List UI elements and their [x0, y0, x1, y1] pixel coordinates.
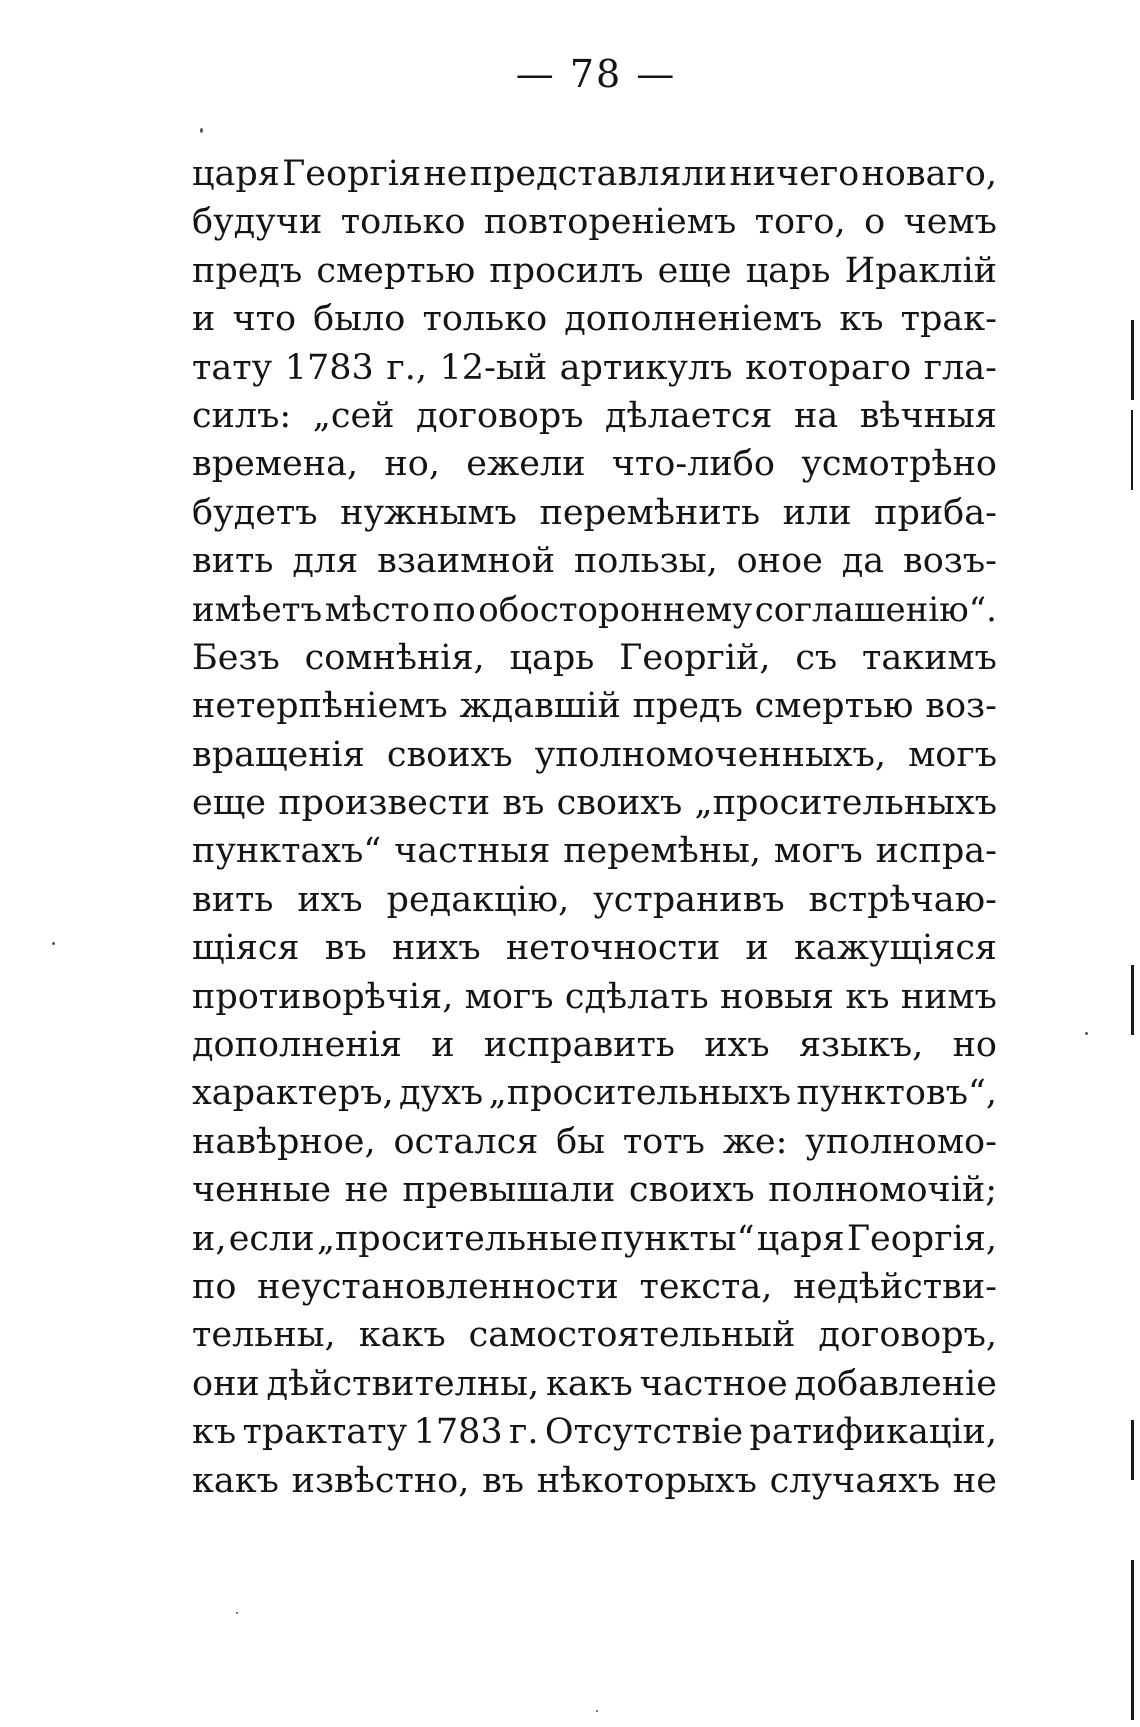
- text-line: [192, 1215, 997, 1263]
- word: дополненіемъ: [564, 299, 823, 340]
- word: дополненія: [192, 1025, 402, 1066]
- word: навѣрное,: [192, 1121, 376, 1162]
- word: ждавшій: [459, 686, 621, 727]
- word: соглашенію“.: [754, 589, 997, 630]
- word: частныя: [394, 831, 551, 872]
- word: характеръ,: [192, 1073, 394, 1114]
- word: бы: [556, 1121, 606, 1162]
- word: еще: [657, 250, 732, 291]
- text-line: [192, 1311, 997, 1359]
- word: ратификаціи,: [749, 1412, 997, 1453]
- word: нетерпѣніемъ: [192, 686, 448, 727]
- word: и: [192, 299, 216, 340]
- word: царь: [745, 250, 831, 291]
- word: если: [228, 1218, 315, 1259]
- text-line: [192, 344, 997, 392]
- word: въ: [482, 1460, 525, 1501]
- word: какъ: [192, 1460, 279, 1501]
- word: времена,: [192, 444, 359, 485]
- word: могъ: [908, 734, 997, 775]
- word: Георгія: [282, 154, 422, 194]
- text-line: [192, 489, 997, 537]
- word: будетъ: [192, 492, 318, 533]
- word: артикулъ: [559, 347, 733, 388]
- text-line: [192, 779, 997, 827]
- word: дѣлается: [605, 395, 773, 436]
- word: оное: [736, 541, 823, 582]
- text-line: [192, 1360, 997, 1408]
- text-line: [192, 198, 997, 246]
- word: своихъ: [628, 1170, 755, 1211]
- word: въ: [502, 783, 545, 824]
- word: Ираклій: [844, 250, 997, 291]
- word: такимъ: [862, 637, 997, 678]
- word: повтореніемъ: [483, 202, 737, 243]
- text-line: [192, 634, 997, 682]
- word: предъ: [192, 250, 303, 291]
- word: царя: [192, 154, 280, 194]
- word: нимъ: [900, 976, 997, 1017]
- word: трактату: [242, 1412, 408, 1453]
- word: представляли: [469, 154, 728, 194]
- word: силъ:: [192, 395, 292, 436]
- text-line: [192, 440, 997, 488]
- text-line: [192, 247, 997, 295]
- word: договоръ: [416, 395, 584, 436]
- word: „сей: [312, 395, 395, 436]
- word: частное: [639, 1363, 788, 1404]
- word: ничего: [729, 154, 860, 194]
- text-line: [192, 827, 997, 875]
- word: просилъ: [489, 250, 644, 291]
- word: духъ: [399, 1073, 484, 1114]
- text-line: [192, 1069, 997, 1117]
- word: перемѣны,: [563, 831, 762, 872]
- word: тотъ: [622, 1121, 705, 1162]
- word: встрѣчаю-: [808, 879, 997, 920]
- word: еще: [192, 783, 266, 824]
- word: случаяхъ: [769, 1460, 941, 1501]
- word: уполномоченныхъ,: [534, 734, 887, 775]
- word: неточности: [505, 928, 721, 969]
- word: тату: [192, 347, 273, 388]
- word: г.,: [386, 347, 427, 388]
- word: имѣетъ: [192, 589, 323, 630]
- word: „просительныхъ: [488, 1073, 792, 1114]
- word: сдѣлать: [564, 976, 709, 1017]
- word: щіяся: [192, 928, 300, 969]
- text-line: [192, 295, 997, 343]
- word: но: [952, 1025, 997, 1066]
- word: къ: [845, 976, 890, 1017]
- word: не: [344, 1170, 389, 1211]
- word: по: [432, 589, 476, 630]
- word: вить: [192, 541, 274, 582]
- word: же:: [722, 1121, 788, 1162]
- word: мѣсто: [324, 589, 431, 630]
- text-line: [192, 731, 997, 779]
- word: редакцію,: [386, 879, 570, 920]
- word: пункты“: [600, 1218, 755, 1259]
- word: извѣстно,: [291, 1460, 470, 1501]
- word: испра-: [875, 831, 997, 872]
- text-line: [192, 1118, 997, 1166]
- word: что-либо: [611, 444, 775, 485]
- word: противорѣчія,: [192, 976, 454, 1017]
- word: обостороннему: [478, 589, 753, 630]
- scan-edge-mark: [1131, 410, 1133, 490]
- text-line: [192, 1408, 997, 1456]
- word: „просительные: [316, 1218, 598, 1259]
- word: смертью: [754, 686, 914, 727]
- text-line: [192, 1457, 997, 1505]
- word: предъ: [632, 686, 743, 727]
- word: чемъ: [903, 202, 997, 243]
- scan-speck: [200, 128, 203, 133]
- word: царь: [509, 637, 595, 678]
- word: текста,: [639, 1266, 773, 1307]
- word: Георгія,: [846, 1218, 997, 1259]
- word: уполномо-: [805, 1121, 997, 1162]
- page-number: — 78 —: [515, 52, 677, 96]
- word: царя: [756, 1218, 845, 1259]
- word: 12-ый: [439, 347, 548, 388]
- text-line: [192, 1263, 997, 1311]
- word: трак-: [900, 299, 997, 340]
- scan-edge-mark: [1131, 1420, 1134, 1480]
- word: воз-: [925, 686, 997, 727]
- word: добавленіе: [794, 1363, 997, 1404]
- word: пунктовъ“,: [796, 1073, 997, 1114]
- word: они: [192, 1363, 260, 1404]
- word: недѣйстви-: [793, 1266, 997, 1307]
- word: только: [340, 202, 466, 243]
- word: новаго,: [861, 154, 997, 194]
- word: взаимной: [377, 541, 556, 582]
- text-line: [192, 876, 997, 924]
- word: 1783: [284, 347, 374, 388]
- word: г.: [509, 1412, 539, 1453]
- scan-edge-mark: [1131, 1560, 1134, 1720]
- word: что: [232, 299, 297, 340]
- word: „просительныхъ: [694, 783, 997, 824]
- word: договоръ,: [818, 1315, 997, 1356]
- word: Георгій,: [619, 637, 771, 678]
- text-line: [192, 682, 997, 730]
- word: перемѣнить: [539, 492, 761, 533]
- scan-edge-mark: [1131, 320, 1134, 400]
- word: пользы,: [573, 541, 718, 582]
- word: нѣкоторыхъ: [536, 1460, 757, 1501]
- word: о: [864, 202, 886, 243]
- word: гла-: [923, 347, 997, 388]
- word: не: [952, 1460, 997, 1501]
- word: нужнымъ: [340, 492, 517, 533]
- word: смертью: [316, 250, 476, 291]
- word: своихъ: [386, 734, 513, 775]
- word: своихъ: [556, 783, 683, 824]
- word: произвести: [278, 783, 491, 824]
- word: возъ-: [903, 541, 997, 582]
- word: новыя: [719, 976, 834, 1017]
- word: или: [782, 492, 852, 533]
- word: Отсутствіе: [544, 1412, 744, 1453]
- word: кажущіяся: [793, 928, 997, 969]
- word: къ: [192, 1412, 237, 1453]
- text-line: [192, 537, 997, 585]
- word: вить: [192, 879, 274, 920]
- word: Безъ: [192, 637, 280, 678]
- word: исправить: [483, 1025, 675, 1066]
- word: для: [292, 541, 359, 582]
- word: какъ: [545, 1363, 633, 1404]
- word: на: [794, 395, 839, 436]
- text-line: [192, 1021, 997, 1069]
- scan-speck: [236, 1612, 238, 1614]
- word: тельны,: [192, 1315, 336, 1356]
- word: но,: [384, 444, 440, 485]
- word: сомнѣнія,: [304, 637, 485, 678]
- word: языкъ,: [798, 1025, 924, 1066]
- word: и: [431, 1025, 455, 1066]
- word: ихъ: [297, 879, 363, 920]
- word: и: [745, 928, 769, 969]
- word: да: [841, 541, 885, 582]
- text-line: [192, 586, 997, 634]
- word: нихъ: [391, 928, 481, 969]
- word: самостоятельный: [468, 1315, 796, 1356]
- word: могъ: [773, 831, 863, 872]
- word: ежели: [466, 444, 586, 485]
- word: устранивъ: [593, 879, 785, 920]
- word: остался: [393, 1121, 539, 1162]
- word: могъ: [464, 976, 554, 1017]
- word: усмотрѣно: [801, 444, 997, 485]
- word: превышали: [402, 1170, 616, 1211]
- text-line: [192, 150, 997, 198]
- word: 1783: [413, 1412, 503, 1453]
- word: прибa-: [874, 492, 997, 533]
- text-line: [192, 392, 997, 440]
- word: того,: [754, 202, 846, 243]
- scan-edge-mark: [1131, 965, 1134, 1035]
- word: дѣйствителны,: [266, 1363, 540, 1404]
- word: котораго: [745, 347, 912, 388]
- word: неустановленности: [257, 1266, 619, 1307]
- scan-speck: [596, 1710, 598, 1712]
- word: было: [313, 299, 406, 340]
- word: ченные: [192, 1170, 332, 1211]
- word: только: [422, 299, 548, 340]
- word: вращенія: [192, 734, 365, 775]
- word: полномочій;: [768, 1170, 997, 1211]
- word: въ: [324, 928, 367, 969]
- word: къ: [839, 299, 884, 340]
- word: какъ: [358, 1315, 446, 1356]
- scan-speck: [1085, 1032, 1088, 1035]
- scan-speck: [52, 942, 55, 945]
- word: будучи: [192, 202, 323, 243]
- word: и,: [192, 1218, 227, 1259]
- word: съ: [795, 637, 838, 678]
- word: пунктахъ“: [192, 831, 382, 872]
- body-text: [192, 150, 997, 1505]
- text-line: [192, 1166, 997, 1214]
- text-line: [192, 973, 997, 1021]
- text-line: [192, 924, 997, 972]
- word: не: [423, 154, 468, 194]
- word: вѣчныя: [859, 395, 997, 436]
- word: ихъ: [704, 1025, 770, 1066]
- word: по: [192, 1266, 237, 1307]
